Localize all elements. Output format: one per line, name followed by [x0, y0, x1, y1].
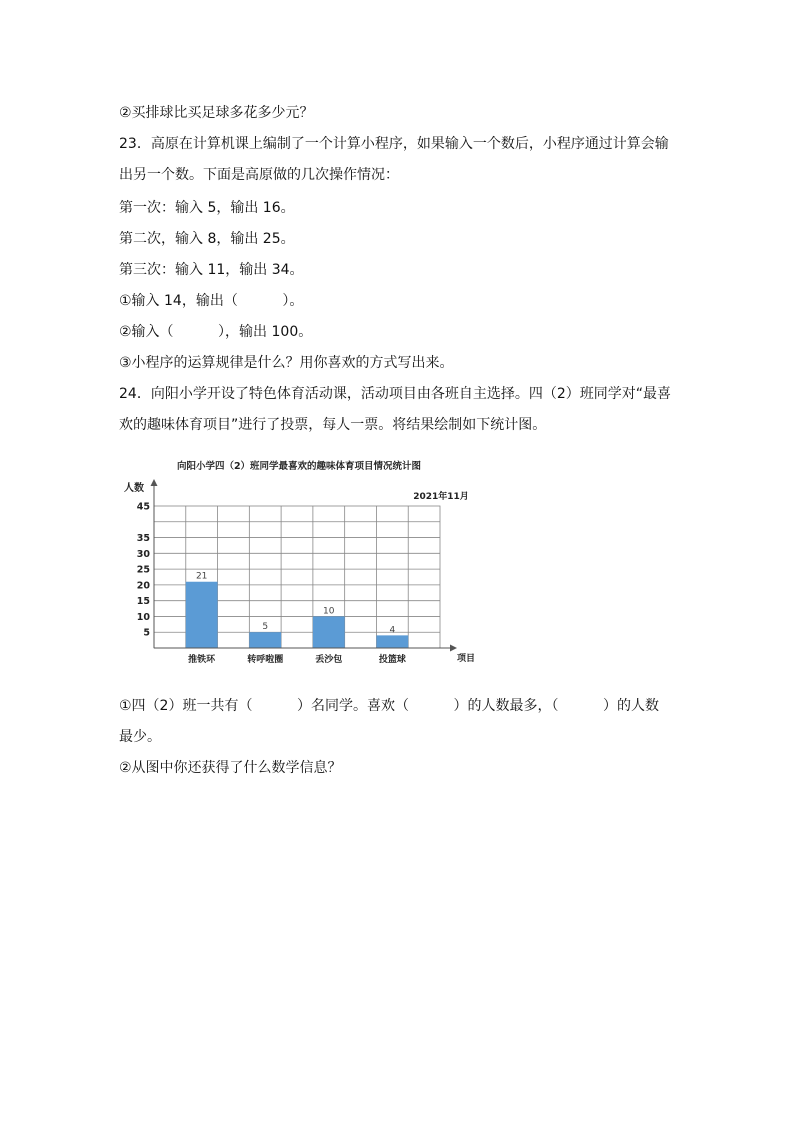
- operation-2: 第二次，输入 8，输出 25。: [119, 231, 295, 247]
- question-23-part2: ②输入（ ），输出 100。: [119, 324, 313, 340]
- bar-value-label: 5: [262, 622, 269, 633]
- question-22-part2: ②买排球比买足球多花多少元？: [119, 105, 314, 121]
- category-label: 投篮球: [378, 655, 406, 665]
- y-tick-label: 15: [136, 596, 150, 608]
- y-tick-label: 10: [136, 611, 150, 623]
- category-label: 转呼啦圈: [247, 655, 284, 665]
- y-tick-label: 30: [136, 548, 150, 560]
- y-tick-label: 35: [136, 533, 150, 545]
- bar: [249, 632, 281, 648]
- question-23-part1: ①输入 14，输出（ ）。: [119, 293, 304, 309]
- bar: [313, 616, 345, 648]
- question-24-part1-line2: 最少。: [119, 729, 161, 745]
- y-tick-label: 20: [136, 580, 150, 592]
- bar-value-label: 4: [389, 625, 396, 636]
- bar-chart: [110, 450, 490, 675]
- question-23-part3: ③小程序的运算规律是什么？用你喜欢的方式写出来。: [119, 355, 454, 371]
- y-tick-label: 5: [143, 627, 150, 639]
- category-label: 丢沙包: [315, 655, 343, 665]
- x-axis-label: 项目: [456, 654, 476, 664]
- y-tick-label: 45: [136, 501, 150, 513]
- category-label: 推铁环: [188, 655, 216, 665]
- operation-3: 第三次：输入 11，输出 34。: [119, 262, 304, 278]
- x-axis-arrow: [450, 645, 457, 652]
- bar: [186, 582, 218, 648]
- chart-title: 向阳小学四（2）班同学最喜欢的趣味体育项目情况统计图: [176, 461, 422, 472]
- y-tick-label: 25: [136, 564, 150, 576]
- y-axis-label: 人数: [124, 483, 144, 494]
- bar-value-label: 21: [195, 571, 208, 582]
- question-24-line1: 24．向阳小学开设了特色体育活动课，活动项目由各班自主选择。四（2）班同学对“最喜: [119, 386, 671, 402]
- bar-value-label: 10: [323, 606, 335, 617]
- question-24-line2: 欢的趣味体育项目”进行了投票，每人一票。将结果绘制如下统计图。: [119, 417, 547, 433]
- question-23-line2: 出另一个数。下面是高原做的几次操作情况：: [119, 167, 399, 183]
- operation-1: 第一次：输入 5，输出 16。: [119, 200, 295, 216]
- question-24-part2: ②从图中你还获得了什么数学信息？: [119, 760, 342, 776]
- bar: [376, 635, 408, 648]
- question-24-part1-line1: ①四（2）班一共有（ ）名同学。喜欢（ ）的人数最多，（ ）的人数: [119, 698, 659, 714]
- question-23-line1: 23．高原在计算机课上编制了一个计算小程序，如果输入一个数后，小程序通过计算会输: [119, 136, 669, 152]
- y-axis-arrow: [151, 479, 158, 486]
- chart-date: 2021年11月: [413, 492, 469, 502]
